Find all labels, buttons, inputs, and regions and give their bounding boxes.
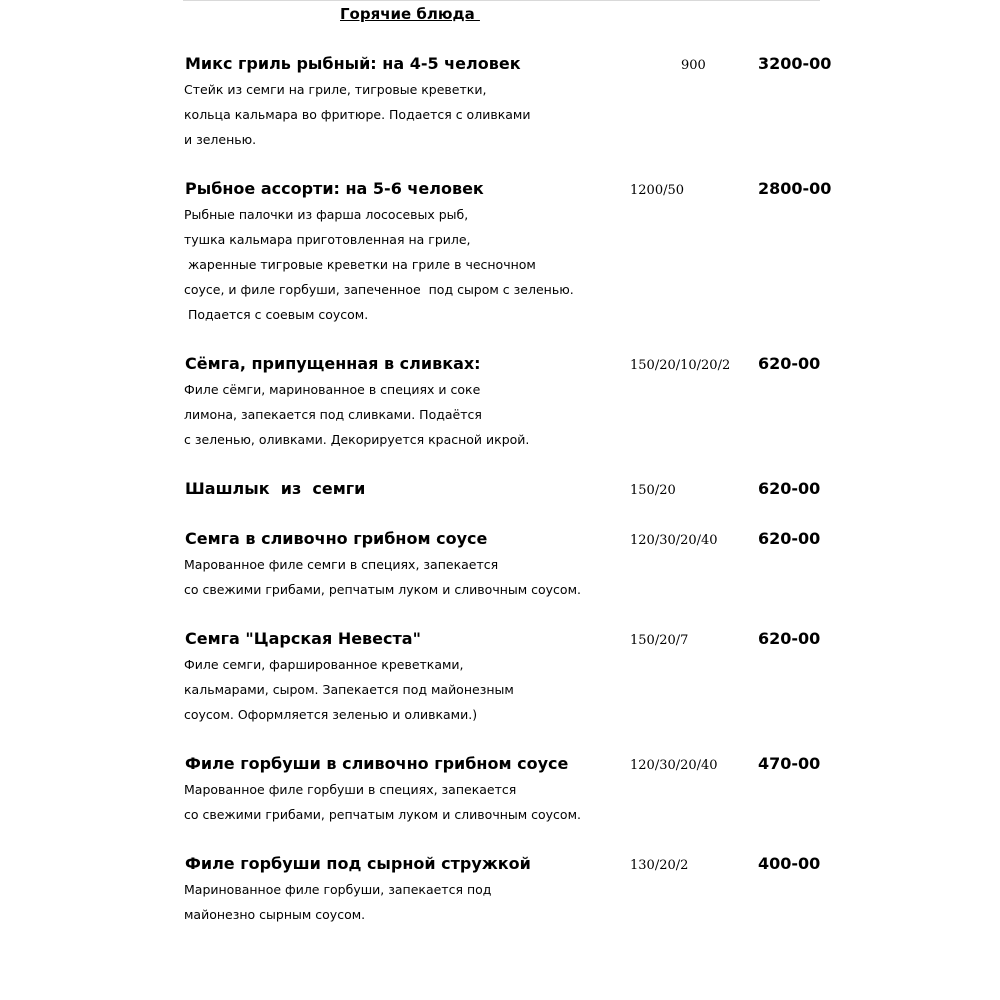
menu-item-price: 620-00: [758, 529, 821, 548]
menu-item-description: [184, 877, 491, 927]
menu-item-price: 3200-00: [758, 54, 832, 73]
menu-item-description: [184, 202, 574, 327]
description-line: Марованное филе горбуши в специях, запекается: [184, 782, 517, 797]
menu-item-name: Рыбное ассорти: на 5-6 человек: [185, 179, 484, 198]
menu-item-description: [184, 777, 581, 827]
description-line: Филе семги, фаршированное креветками,: [184, 657, 464, 672]
menu-item-description: [184, 652, 514, 727]
menu-item-price: 620-00: [758, 354, 821, 373]
menu-item-price: 470-00: [758, 754, 821, 773]
menu-item-name: Семга в сливочно грибном соусе: [185, 529, 488, 548]
menu-item-weight: 120/30/20/40: [630, 533, 718, 548]
menu-item-weight: 1200/50: [630, 183, 685, 198]
description-line: жаренные тигровые креветки на гриле в чесночном: [184, 257, 536, 272]
description-line: тушка кальмара приготовленная на гриле,: [184, 232, 471, 247]
menu-item-name: Филе горбуши в сливочно грибном соусе: [185, 754, 569, 773]
description-line: с зеленью, оливками. Декорируется красной икрой.: [184, 432, 530, 447]
description-line: лимона, запекается под сливками. Подаётся: [184, 407, 482, 422]
menu-item-name: Шашлык из семги: [185, 479, 366, 498]
menu-item-description: [184, 377, 529, 452]
description-line: Маринованное филе горбуши, запекается под: [184, 882, 492, 897]
description-line: майонезно сырным соусом.: [184, 907, 366, 922]
description-line: Марованное филе семги в специях, запекается: [184, 557, 499, 572]
description-line: Филе сёмги, маринованное в специях и соке: [184, 382, 481, 397]
description-line: Стейк из семги на гриле, тигровые креветки,: [184, 82, 487, 97]
description-line: Подается с соевым соусом.: [184, 307, 369, 322]
description-line: и зеленью.: [184, 132, 257, 147]
menu-item-price: 400-00: [758, 854, 821, 873]
menu-item-description: [184, 552, 581, 602]
menu-item-name: Микс гриль рыбный: на 4-5 человек: [185, 54, 521, 73]
description-line: Рыбные палочки из фарша лососевых рыб,: [184, 207, 469, 222]
menu-item-weight: 900: [681, 58, 706, 73]
description-line: соусе, и филе горбуши, запеченное под сыром с зеленью.: [184, 282, 574, 297]
menu-item-weight: 150/20/7: [630, 633, 689, 648]
menu-item-weight: 150/20: [630, 483, 676, 498]
description-line: кольца кальмара во фритюре. Подается с оливками: [184, 107, 531, 122]
menu-item-weight: 130/20/2: [630, 858, 689, 873]
description-line: со свежими грибами, репчатым луком и сливочным соусом.: [184, 582, 581, 597]
menu-item-price: 2800-00: [758, 179, 832, 198]
menu-item-name: Сёмга, припущенная в сливках:: [185, 354, 481, 373]
menu-item-price: 620-00: [758, 629, 821, 648]
menu-item-description: [184, 77, 530, 152]
menu-item-weight: 150/20/10/20/2: [630, 358, 731, 373]
menu-item-weight: 120/30/20/40: [630, 758, 718, 773]
menu-item-name: Семга "Царская Невеста": [185, 629, 421, 648]
section-title: Горячие блюда: [340, 5, 480, 23]
description-line: кальмарами, сыром. Запекается под майонезным: [184, 682, 514, 697]
menu-item-price: 620-00: [758, 479, 821, 498]
description-line: со свежими грибами, репчатым луком и сливочным соусом.: [184, 807, 581, 822]
description-line: соусом. Оформляется зеленью и оливками.): [184, 707, 478, 722]
menu-item-name: Филе горбуши под сырной стружкой: [185, 854, 531, 873]
